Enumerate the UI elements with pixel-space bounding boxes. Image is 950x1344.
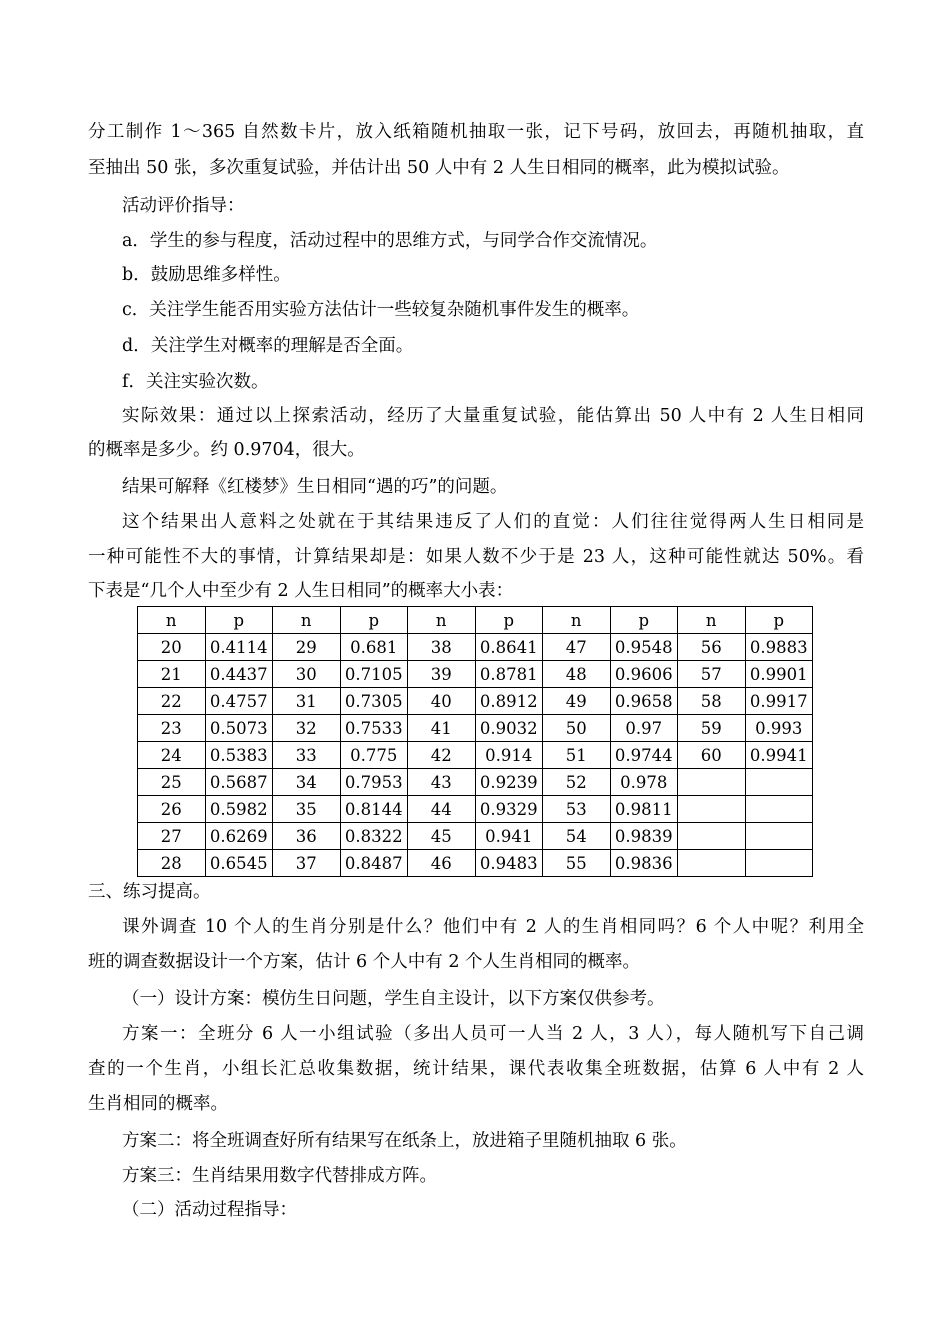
paragraph-line: 生肖相同的概率。 [88,1094,228,1114]
table-cell: 30 [273,661,341,688]
table-cell: 0.914 [475,742,543,769]
table-cell: 47 [543,634,611,661]
table-cell: 0.9917 [745,688,813,715]
table-cell: 0.9548 [610,634,678,661]
header-cell: p [475,607,543,634]
paragraph-line: 至抽出 50 张，多次重复试验，并估计出 50 人中有 2 人生日相同的概率，此为模拟试验。 [88,158,790,178]
paragraph-line: 方案二：将全班调查好所有结果写在纸条上，放进箱子里随机抽取 6 张。 [122,1131,687,1151]
table-row [138,715,813,742]
table-cell: 27 [138,823,206,850]
table-cell: 0.5687 [205,769,273,796]
paragraph-line: d．关注学生对概率的理解是否全面。 [122,336,414,356]
probability-table [137,606,813,877]
table-cell: 0.7533 [340,715,408,742]
header-cell: p [745,607,813,634]
paragraph-line: 查的一个生肖，小组长汇总收集数据，统计结果，课代表收集全班数据，估算 6 人中有 2 人 [88,1059,864,1079]
table-cell: 0.9941 [745,742,813,769]
table-cell: 32 [273,715,341,742]
table-cell: 0.9329 [475,796,543,823]
table-cell: 0.8487 [340,850,408,877]
table-cell: 0.775 [340,742,408,769]
paragraph-line: 一种可能性不大的事情，计算结果却是：如果人数不少于是 23 人，这种可能性就达 50%。看 [88,547,864,567]
table-cell [745,850,813,877]
table-cell: 0.978 [610,769,678,796]
table-cell: 59 [678,715,746,742]
table-cell: 25 [138,769,206,796]
table-cell [745,769,813,796]
table-cell: 0.9836 [610,850,678,877]
table-cell: 58 [678,688,746,715]
paragraph-line: c．关注学生能否用实验方法估计一些较复杂随机事件发生的概率。 [122,300,640,320]
table-cell: 48 [543,661,611,688]
table-row [138,796,813,823]
table-cell: 0.9811 [610,796,678,823]
table-cell [678,796,746,823]
table-cell: 31 [273,688,341,715]
paragraph-line: 活动评价指导： [122,196,245,216]
table-row [138,634,813,661]
table-cell: 54 [543,823,611,850]
paragraph-line: a．学生的参与程度，活动过程中的思维方式，与同学合作交流情况。 [122,231,658,251]
paragraph-line: 下表是“几个人中至少有 2 人生日相同”的概率大小表： [88,581,514,601]
header-cell: p [340,607,408,634]
paragraph-line: （一）设计方案：模仿生日问题，学生自主设计，以下方案仅供参考。 [122,989,665,1009]
table-cell: 0.4437 [205,661,273,688]
table-cell: 20 [138,634,206,661]
table-cell: 53 [543,796,611,823]
paragraph-line: 课外调查 10 个人的生肖分别是什么？他们中有 2 人的生肖相同吗？6 个人中呢？利用全 [122,917,864,937]
header-cell: n [543,607,611,634]
table-cell: 26 [138,796,206,823]
table-cell: 0.97 [610,715,678,742]
table-cell: 0.9883 [745,634,813,661]
table-cell: 21 [138,661,206,688]
table-cell [678,850,746,877]
table-cell: 0.8781 [475,661,543,688]
header-cell: n [138,607,206,634]
table-cell: 0.9839 [610,823,678,850]
table-cell: 49 [543,688,611,715]
table-cell: 39 [408,661,476,688]
table-row [138,742,813,769]
header-cell: n [408,607,476,634]
table-cell [745,796,813,823]
table-cell [745,823,813,850]
table-cell: 22 [138,688,206,715]
paragraph-line: 结果可解释《红楼梦》生日相同“遇的巧”的问题。 [122,477,508,497]
table-cell: 0.5383 [205,742,273,769]
table-cell: 28 [138,850,206,877]
table-cell: 0.7953 [340,769,408,796]
table-cell: 51 [543,742,611,769]
table-cell: 42 [408,742,476,769]
paragraph-line: 实际效果：通过以上探索活动，经历了大量重复试验，能估算出 50 人中有 2 人生日相同 [122,406,864,426]
table-cell: 0.8912 [475,688,543,715]
table-cell: 55 [543,850,611,877]
table-cell: 56 [678,634,746,661]
table-cell: 0.9606 [610,661,678,688]
table-cell: 35 [273,796,341,823]
paragraph-line: b．鼓励思维多样性。 [122,265,291,285]
table-cell [678,823,746,850]
table-cell: 24 [138,742,206,769]
table-cell: 0.7305 [340,688,408,715]
table-cell: 23 [138,715,206,742]
section-heading: 三、练习提高。 [88,882,211,902]
table-cell: 43 [408,769,476,796]
paragraph-line: 的概率是多少。约 0.9704，很大。 [88,440,365,460]
table-cell: 0.9901 [745,661,813,688]
header-cell: n [678,607,746,634]
table-cell: 0.9744 [610,742,678,769]
table-cell: 0.941 [475,823,543,850]
table-cell: 0.9239 [475,769,543,796]
table-row [138,769,813,796]
table-cell: 57 [678,661,746,688]
paragraph-line: （二）活动过程指导： [122,1200,297,1220]
table-cell: 0.8322 [340,823,408,850]
table-cell: 46 [408,850,476,877]
table-cell: 0.6545 [205,850,273,877]
table-cell: 44 [408,796,476,823]
table-cell: 0.6269 [205,823,273,850]
table-cell: 0.7105 [340,661,408,688]
table-cell: 0.8641 [475,634,543,661]
table-cell: 38 [408,634,476,661]
table-cell: 37 [273,850,341,877]
header-cell: n [273,607,341,634]
paragraph-line: 班的调查数据设计一个方案，估计 6 个人中有 2 个人生肖相同的概率。 [88,952,641,972]
table-row [138,688,813,715]
table-cell: 0.5073 [205,715,273,742]
table-cell: 33 [273,742,341,769]
table-cell: 50 [543,715,611,742]
paragraph-line: 分工制作 1～365 自然数卡片，放入纸箱随机抽取一张，记下号码，放回去，再随机抽取，直 [88,122,864,142]
paragraph-line: 方案三：生肖结果用数字代替排成方阵。 [122,1166,437,1186]
table-cell: 45 [408,823,476,850]
table-cell: 0.9032 [475,715,543,742]
table-cell: 52 [543,769,611,796]
table-cell: 0.993 [745,715,813,742]
table-cell [678,769,746,796]
table-cell: 29 [273,634,341,661]
table-cell: 0.8144 [340,796,408,823]
table-cell: 41 [408,715,476,742]
table-cell: 0.681 [340,634,408,661]
table-row [138,850,813,877]
table-cell: 0.9658 [610,688,678,715]
table-cell: 34 [273,769,341,796]
table-cell: 40 [408,688,476,715]
header-cell: p [610,607,678,634]
table-cell: 0.9483 [475,850,543,877]
header-cell: p [205,607,273,634]
table-cell: 36 [273,823,341,850]
table-header-row [138,607,813,634]
table-cell: 0.4757 [205,688,273,715]
table-cell: 0.5982 [205,796,273,823]
paragraph-line: 方案一：全班分 6 人一小组试验（多出人员可一人当 2 人，3 人），每人随机写下自己调 [122,1024,864,1044]
paragraph-line: 这个结果出人意料之处就在于其结果违反了人们的直觉：人们往往觉得两人生日相同是 [122,512,864,532]
table-row [138,661,813,688]
table-cell: 0.4114 [205,634,273,661]
paragraph-line: f．关注实验次数。 [122,372,269,392]
table-row [138,823,813,850]
table-cell: 60 [678,742,746,769]
